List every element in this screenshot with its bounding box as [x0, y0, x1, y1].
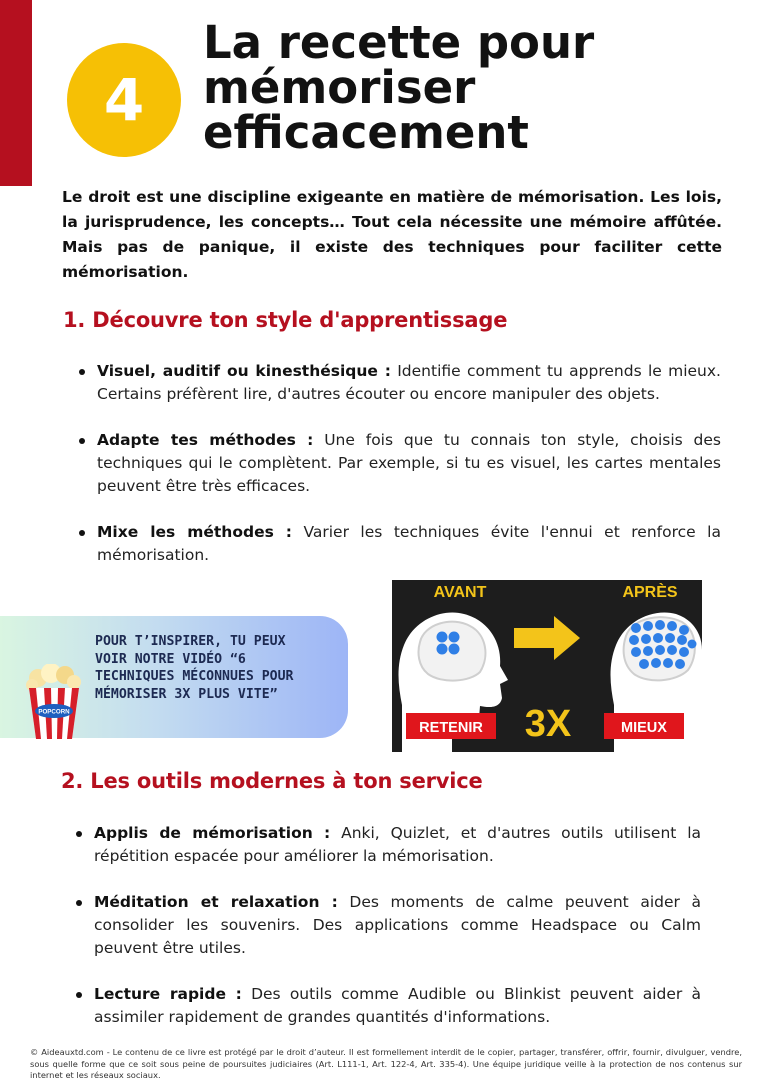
- title-line: efficacement: [203, 106, 529, 159]
- item-text: Identifie comment tu apprends le mieux. Certains préfèrent lire, d'autres écouter ou encore manipuler des objets.: [97, 362, 721, 403]
- item-term: Visuel, auditif ou kinesthésique :: [97, 362, 391, 380]
- list-item: [76, 822, 701, 868]
- retain-tag: RETENIR: [419, 720, 483, 736]
- better-tag: MIEUX: [621, 720, 667, 736]
- list-item: [76, 891, 701, 960]
- popcorn-icon: [24, 664, 84, 740]
- item-term: Méditation et relaxation :: [94, 893, 338, 911]
- multiplier-label: 3X: [524, 703, 572, 745]
- list-item: [79, 521, 721, 567]
- video-promo-text[interactable]: POUR T’INSPIRER, TU PEUX VOIR NOTRE VIDÉO “6 TECHNIQUES MÉCONNUES POUR MÉMORISER 3X PLUS VITE”: [95, 634, 294, 702]
- modern-tools-list: [76, 822, 701, 1029]
- item-text: Une fois que tu connais ton style, choisis des techniques qui le complètent. Par exemple, si tu es visuel, les cartes mentales peuvent être très efficaces.: [97, 431, 721, 495]
- title-line: La recette pour: [203, 16, 595, 69]
- item-term: Applis de mémorisation :: [94, 824, 331, 842]
- popcorn-label: POPCORN: [38, 708, 70, 716]
- item-text: Des moments de calme peuvent aider à consolider les souvenirs. Des applications comme Headspace ou Calm peuvent être utiles.: [94, 893, 701, 957]
- item-text: Varier les techniques évite l'ennui et renforce la mémorisation.: [97, 523, 721, 564]
- page-title: [203, 16, 743, 159]
- learning-style-list: [79, 360, 721, 567]
- list-item: [76, 983, 701, 1029]
- title-line: mémoriser: [203, 61, 476, 114]
- before-label: AVANT: [433, 584, 487, 601]
- red-side-bar: [0, 0, 32, 186]
- chapter-number-badge: [67, 43, 181, 157]
- list-item: [79, 429, 721, 498]
- video-thumbnail[interactable]: [392, 580, 702, 752]
- item-term: Lecture rapide :: [94, 985, 242, 1003]
- list-item: [79, 360, 721, 406]
- item-term: Adapte tes méthodes :: [97, 431, 314, 449]
- section-heading-modern-tools: 2. Les outils modernes à ton service: [61, 769, 483, 793]
- chapter-number: 4: [103, 66, 145, 134]
- item-text: Anki, Quizlet, et d'autres outils utilisent la répétition espacée pour améliorer la mémorisation.: [94, 824, 702, 865]
- copyright-footer: © Aideauxtd.com - Le contenu de ce livre est protégé par le droit d’auteur. Il est formellement interdit de le copier, partager, transférer, offrir, fournir, divulguer, vendre, sous quelle forme que ce soit sous peine de poursuites judiciaires (Art. L111-1, Art. 122-4, Art. 335-4). Une équipe juridique veille à la protection de nos contenus sur internet et les réseaux sociaux.: [30, 1047, 742, 1080]
- section-heading-learning-style: 1. Découvre ton style d'apprentissage: [63, 308, 508, 332]
- intro-paragraph: Le droit est une discipline exigeante en matière de mémorisation. Les lois, la jurisprudence, les concepts… Tout cela nécessite une mémoire affûtée. Mais pas de panique, il existe des techniques pour faciliter cette mémorisation.: [62, 188, 722, 281]
- item-term: Mixe les méthodes :: [97, 523, 292, 541]
- item-text: Des outils comme Audible ou Blinkist peuvent aider à assimiler rapidement de grandes quantités d'informations.: [94, 985, 701, 1026]
- after-label: APRÈS: [622, 584, 678, 601]
- memory-3x-illustration: [392, 580, 702, 752]
